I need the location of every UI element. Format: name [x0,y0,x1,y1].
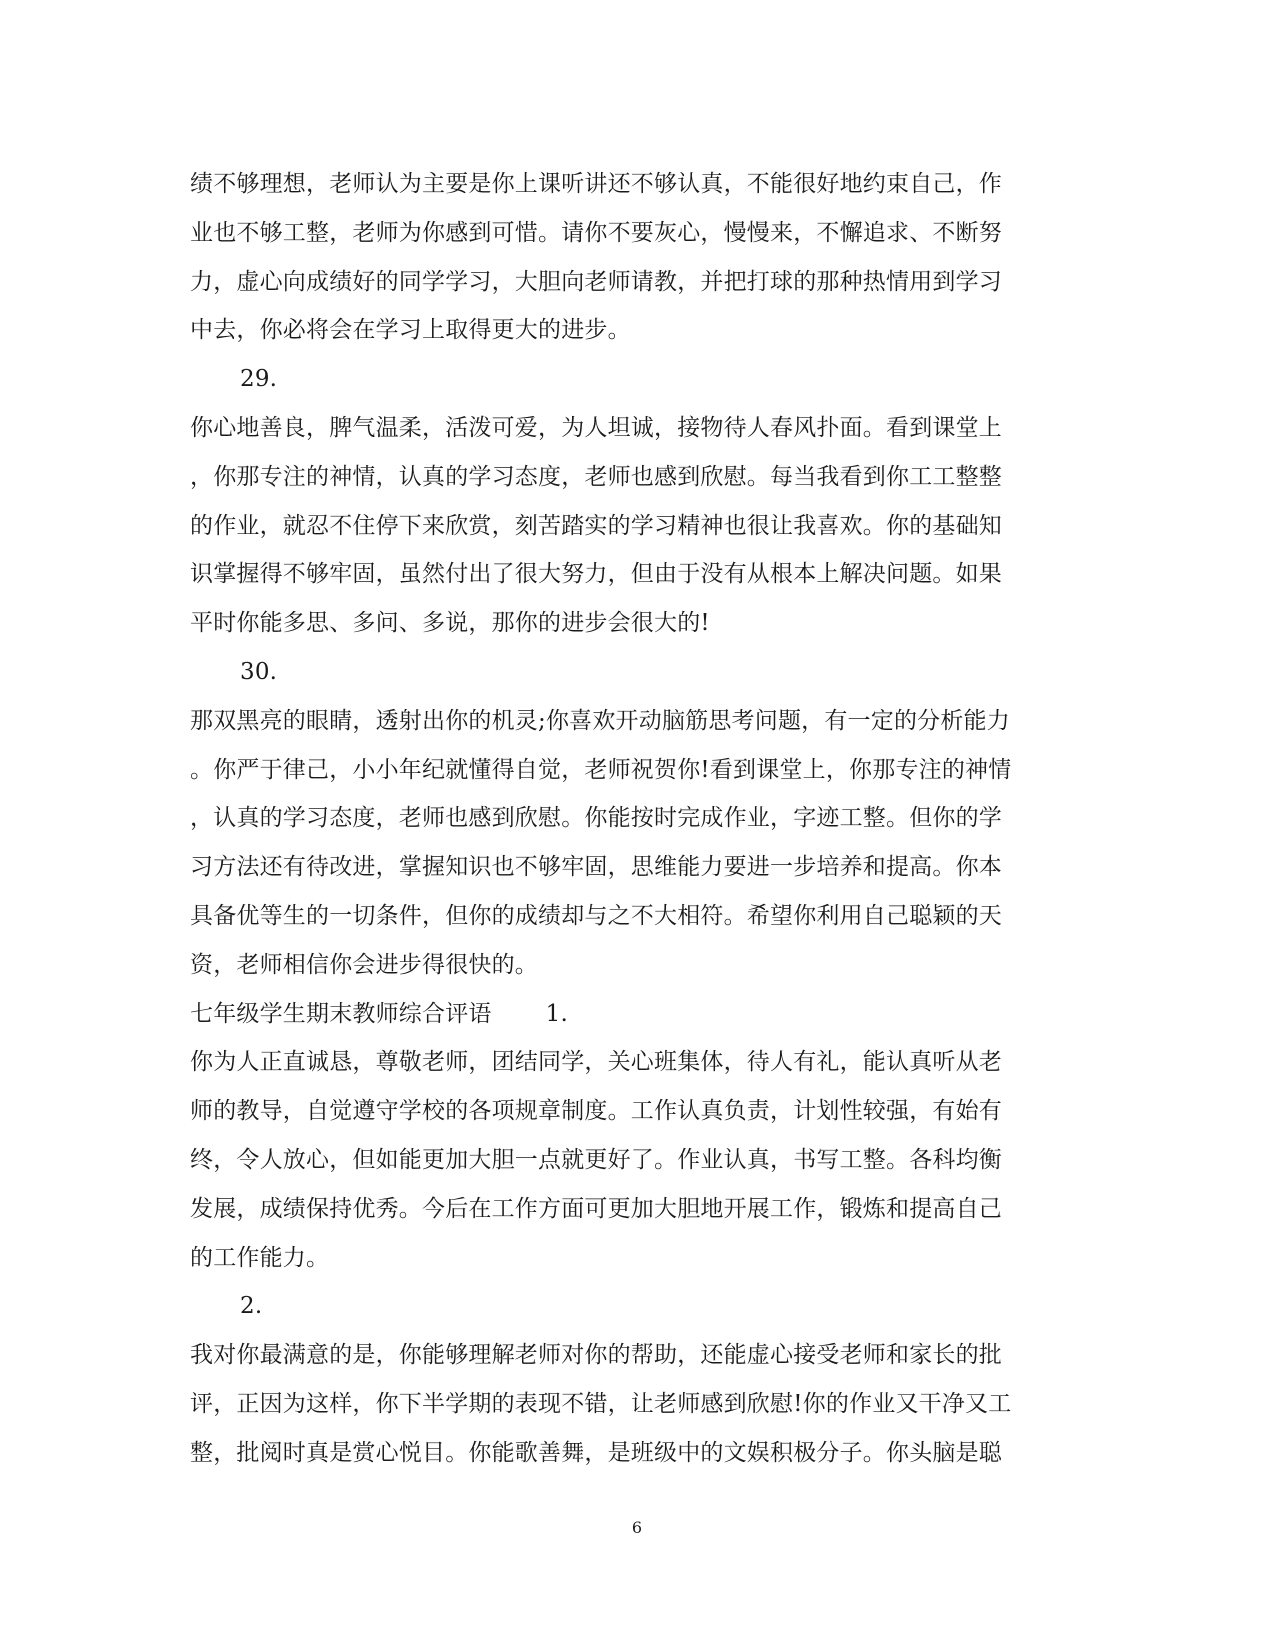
item-number: 29. [240,366,278,393]
text-line: 的工作能力。 [190,1244,330,1271]
text-line: 你心地善良，脾气温柔，活泼可爱，为人坦诚，接物待人春风扑面。看到课堂上 [190,414,1002,441]
section-heading [190,990,1070,1039]
text-line: 整，批阅时真是赏心悦目。你能歌善舞，是班级中的文娱积极分子。你头脑是聪 [190,1439,1002,1466]
text-line: 发展，成绩保持优秀。今后在工作方面可更加大胆地开展工作，锻炼和提高自己 [190,1195,1002,1222]
text-line: 业也不够工整，老师为你感到可惜。请你不要灰心，慢慢来，不懈追求、不断努 [190,219,1002,246]
text-line: 资，老师相信你会进步得很快的。 [190,951,538,978]
text-line: 。你严于律己，小小年纪就懂得自觉，老师祝贺你!看到课堂上，你那专注的神情 [190,756,1012,783]
text-line: 识掌握得不够牢固，虽然付出了很大努力，但由于没有从根本上解决问题。如果 [190,561,1002,588]
text-line: 力，虚心向成绩好的同学学习，大胆向老师请教，并把打球的那种热情用到学习 [190,268,1002,295]
text-line: 师的教导，自觉遵守学校的各项规章制度。工作认真负责，计划性较强，有始有 [190,1098,1002,1125]
text-line: 那双黑亮的眼睛，透射出你的机灵;你喜欢开动脑筋思考问题，有一定的分析能力 [190,707,1010,734]
text-line: 具备优等生的一切条件，但你的成绩却与之不大相符。希望你利用自己聪颖的天 [190,902,1002,929]
text-line: 平时你能多思、多问、多说，那你的进步会很大的! [190,610,710,637]
text-line: 中去，你必将会在学习上取得更大的进步。 [190,317,631,344]
comments-block-2 [190,1038,1070,1477]
text-line: 的作业，就忍不住停下来欣赏，刻苦踏实的学习精神也很让我喜欢。你的基础知 [190,512,1002,539]
comments-block-1 [190,160,1070,990]
text-line: 绩不够理想，老师认为主要是你上课听讲还不够认真，不能很好地约束自己，作 [190,171,1002,197]
section-heading-title: 七年级学生期末教师综合评语 [190,1000,492,1027]
text-line: ，认真的学习态度，老师也感到欣慰。你能按时完成作业，字迹工整。但你的学 [190,805,1002,832]
text-line: 你为人正直诚恳，尊敬老师，团结同学，关心班集体，待人有礼，能认真听从老 [190,1049,1002,1076]
item-number: 2. [240,1293,263,1320]
section-heading-number: 1. [545,1000,568,1027]
text-line: 我对你最满意的是，你能够理解老师对你的帮助，还能虚心接受老师和家长的批 [190,1342,1002,1369]
page-number: 6 [631,1518,643,1537]
item-number: 30. [240,658,278,685]
text-line: 习方法还有待改进，掌握知识也不够牢固，思维能力要进一步培养和提高。你本 [190,854,1002,881]
page-body [190,160,1070,1478]
text-line: ，你那专注的神情，认真的学习态度，老师也感到欣慰。每当我看到你工工整整 [190,463,1002,490]
text-line: 评，正因为这样，你下半学期的表现不错，让老师感到欣慰!你的作业又干净又工 [190,1390,1012,1417]
text-line: 终，令人放心，但如能更加大胆一点就更好了。作业认真，书写工整。各科均衡 [190,1146,1002,1173]
